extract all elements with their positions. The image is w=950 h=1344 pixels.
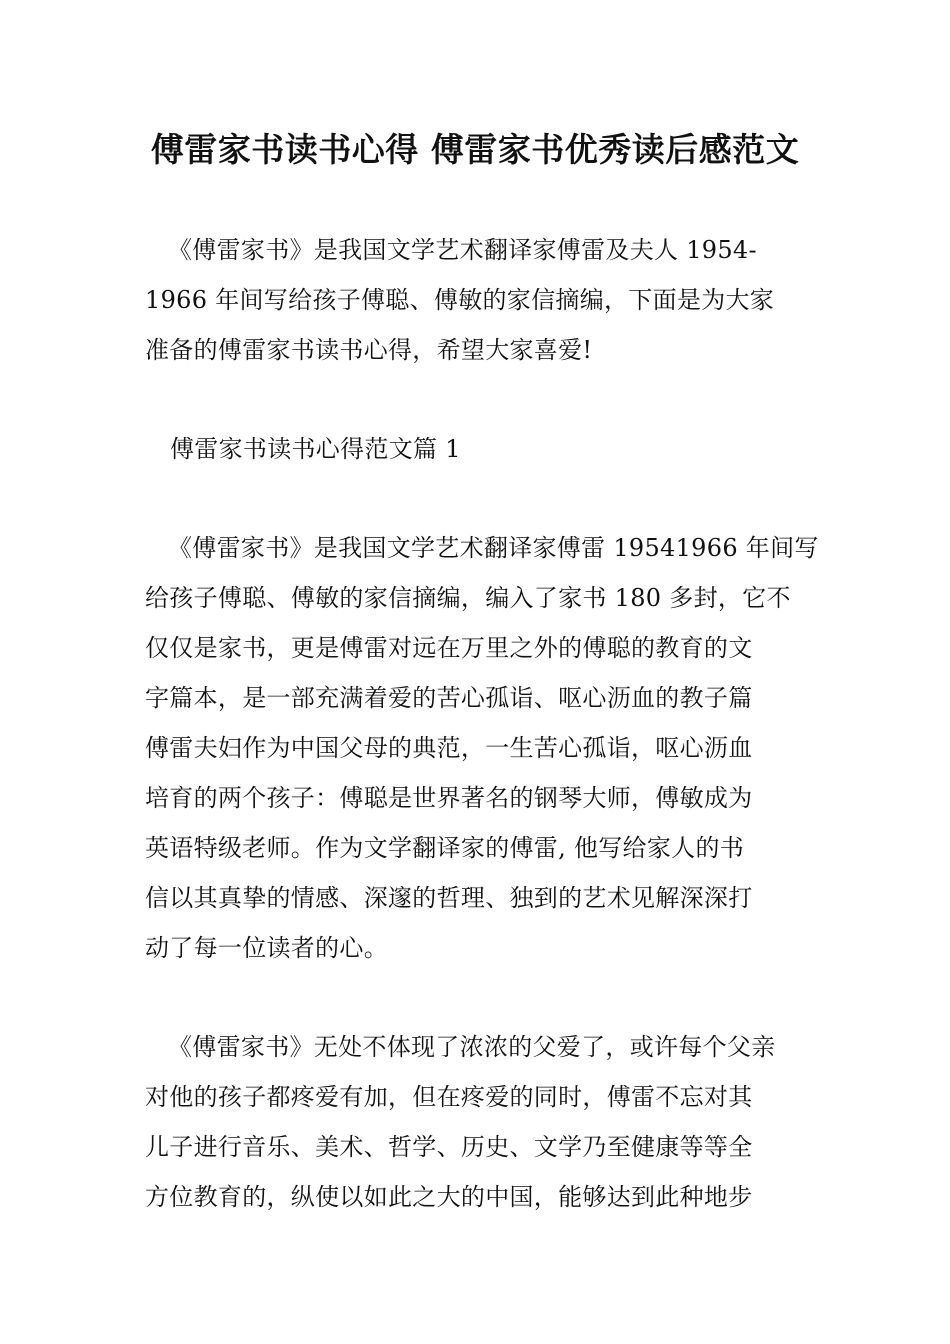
document-title: 傅雷家书读书心得 傅雷家书优秀读后感范文 bbox=[150, 130, 800, 169]
paragraph-line: 《傅雷家书》是我国文学艺术翻译家傅雷 19541966 年间写 bbox=[168, 534, 819, 562]
intro-line: 1966 年间写给孩子傅聪、傅敏的家信摘编，下面是为大家 bbox=[145, 286, 775, 314]
paragraph-line: 动了每一位读者的心。 bbox=[145, 934, 388, 962]
intro-line: 《傅雷家书》是我国文学艺术翻译家傅雷及夫人 1954- bbox=[168, 236, 757, 264]
paragraph-line: 儿子进行音乐、美术、哲学、历史、文学乃至健康等等全 bbox=[145, 1133, 753, 1161]
paragraph-line: 英语特级老师。作为文学翻译家的傅雷, 他写给家人的书 bbox=[145, 834, 745, 862]
paragraph-line: 方位教育的，纵使以如此之大的中国，能够达到此种地步 bbox=[145, 1183, 753, 1211]
intro-line: 准备的傅雷家书读书心得，希望大家喜爱! bbox=[145, 336, 593, 364]
paragraph-line: 《傅雷家书》无处不体现了浓浓的父爱了，或许每个父亲 bbox=[168, 1033, 776, 1061]
paragraph-line: 信以其真挚的情感、深邃的哲理、独到的艺术见解深深打 bbox=[145, 884, 753, 912]
paragraph-line: 仅仅是家书，更是傅雷对远在万里之外的傅聪的教育的文 bbox=[145, 634, 753, 662]
paragraph-line: 字篇本，是一部充满着爱的苦心孤诣、呕心沥血的教子篇 bbox=[145, 684, 753, 712]
paragraph-line: 培育的两个孩子：傅聪是世界著名的钢琴大师，傅敏成为 bbox=[145, 784, 753, 812]
section-heading: 傅雷家书读书心得范文篇 1 bbox=[170, 435, 461, 463]
paragraph-line: 给孩子傅聪、傅敏的家信摘编，编入了家书 180 多封，它不 bbox=[145, 584, 791, 612]
paragraph-line: 傅雷夫妇作为中国父母的典范，一生苦心孤诣，呕心沥血 bbox=[145, 734, 753, 762]
paragraph-line: 对他的孩子都疼爱有加，但在疼爱的同时，傅雷不忘对其 bbox=[145, 1083, 753, 1111]
